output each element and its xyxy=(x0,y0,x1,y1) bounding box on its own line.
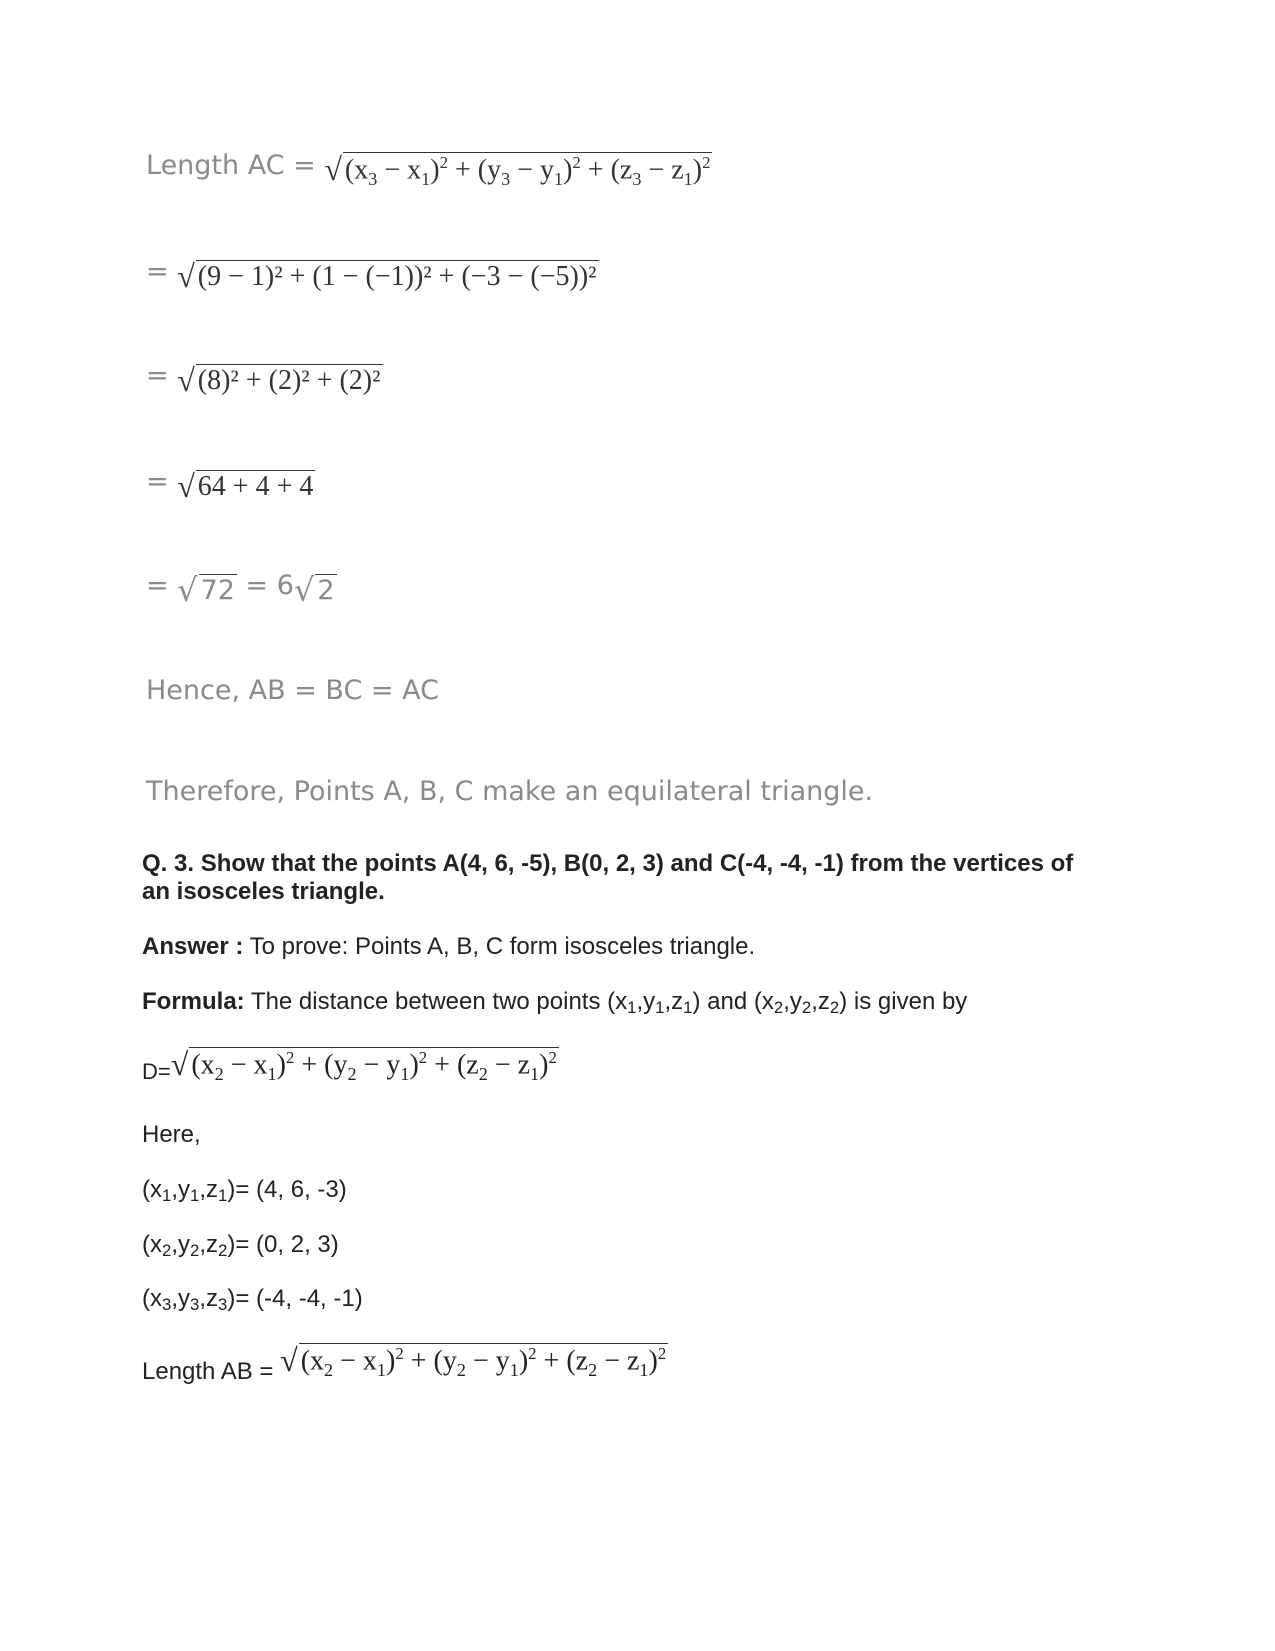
equals-sign: = xyxy=(146,360,178,391)
length-ac-label: Length AC = xyxy=(146,150,325,181)
step-4-radicand-2: 2 xyxy=(317,575,335,607)
d-formula-body: $(x_2 - x_1)^2 + (y_2 - y_1)^2 + (z_2 - z_1)^2$ xyxy=(191,1047,557,1084)
distance-formula-line xyxy=(142,1046,559,1085)
question-line-1: Q. 3. Show that the points A(4, 6, -5), B(0, 2, 3) and C(-4, -4, -1) from the vertices of xyxy=(142,850,1074,877)
step-2-body: (8)² + (2)² + (2)² xyxy=(197,364,381,396)
length-ab-line xyxy=(142,1342,668,1386)
step-4-radicand: 72 xyxy=(200,575,235,607)
point-2-line: (x2,y2,z2)= (0, 2, 3) xyxy=(142,1231,339,1260)
sqrt-icon: √ xyxy=(324,151,342,188)
ac-step-4 xyxy=(146,570,337,609)
ac-formula-body: $(x_3 - x_1)^2 + (y_3 - y_1)^2 + (z_3 - z_1)^2$ xyxy=(344,152,711,189)
question-line-2: an isosceles triangle. xyxy=(142,878,385,905)
d-prefix: D= xyxy=(142,1058,171,1084)
therefore-line: Therefore, Points A, B, C make an equilateral triangle. xyxy=(146,776,874,807)
length-ac-formula xyxy=(324,151,712,190)
ab-formula xyxy=(280,1342,668,1381)
sqrt-icon: √ xyxy=(177,361,195,398)
step-2-formula xyxy=(177,362,382,399)
sqrt-icon: √ xyxy=(170,1046,189,1082)
equals-sign: = xyxy=(146,256,178,287)
step-1-body: (9 − 1)² + (1 − (−1))² + (−3 − (−5))² xyxy=(197,260,597,292)
sqrt-icon: √ xyxy=(177,257,195,294)
ac-step-2 xyxy=(146,360,383,399)
sqrt-icon: √ xyxy=(280,1342,298,1378)
ac-step-1 xyxy=(146,256,599,295)
step-4-root-2 xyxy=(294,571,337,609)
equals-sign: = xyxy=(146,466,178,497)
step-1-formula xyxy=(177,258,598,295)
ab-formula-body: $(x_2 - x_1)^2 + (y_2 - y_1)^2 + (z_2 - z_1)^2$ xyxy=(300,1343,667,1380)
answer-line xyxy=(142,933,755,961)
answer-label: Answer : xyxy=(142,933,244,960)
step-4-mid: = 6 xyxy=(236,570,294,601)
step-3-body: 64 + 4 + 4 xyxy=(197,470,314,502)
formula-text: The distance between two points (x1,y1,z1) and (x2,y2,z2) is given by xyxy=(244,988,968,1017)
here-line: Here, xyxy=(142,1121,201,1148)
length-ab-label: Length AB = xyxy=(142,1357,281,1385)
step-4-root-72 xyxy=(177,571,237,609)
d-formula xyxy=(171,1046,559,1085)
point-1-line: (x1,y1,z1)= (4, 6, -3) xyxy=(142,1176,347,1205)
sqrt-icon: √ xyxy=(177,571,198,610)
ac-step-3 xyxy=(146,466,315,505)
equals-sign: = xyxy=(146,570,178,601)
length-ac-line xyxy=(146,150,712,190)
step-3-formula xyxy=(177,468,315,505)
point-3-line: (x3,y3,z3)= (-4, -4, -1) xyxy=(142,1285,363,1314)
sqrt-icon: √ xyxy=(177,467,195,504)
hence-line: Hence, AB = BC = AC xyxy=(146,675,439,706)
formula-line xyxy=(142,988,967,1018)
sqrt-icon: √ xyxy=(293,571,315,610)
formula-label: Formula: xyxy=(142,988,245,1015)
answer-text: To prove: Points A, B, C form isosceles triangle. xyxy=(243,933,756,960)
